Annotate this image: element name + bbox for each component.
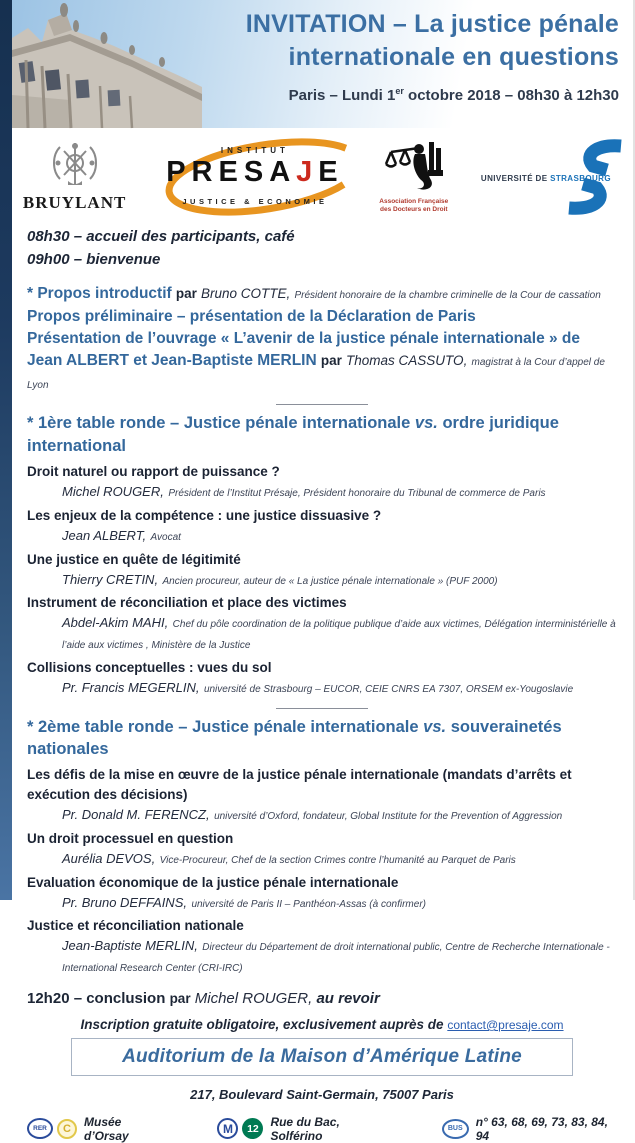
closing-par: par <box>169 990 191 1006</box>
rer-stop-label: Musée d’Orsay <box>84 1114 129 1143</box>
date-prefix: Paris – Lundi 1 <box>288 87 396 104</box>
line-c-badge-icon: C <box>57 1119 77 1139</box>
presaje-tagline: JUSTICE & ECONOMIE <box>182 197 328 206</box>
opening-times <box>27 226 617 271</box>
intro-item1 <box>27 282 617 306</box>
intro-item1-name: Bruno COTTE, <box>201 286 291 301</box>
session-topic: Evaluation économique de la justice pénale internationale <box>27 874 399 890</box>
speaker-name: Pr. Francis MEGERLIN, <box>62 679 200 695</box>
speaker-role: Vice-Procureur, Chef de la section Crimes contre l’humanité au Parquet de Paris <box>159 854 516 866</box>
session-item <box>27 829 617 870</box>
session-topic: Droit naturel ou rapport de puissance ? <box>27 464 280 479</box>
session-item <box>27 550 617 591</box>
opening-line-0830: 08h30 – accueil des participants, café <box>27 228 295 245</box>
session-topic: Justice et réconciliation nationale <box>27 918 244 934</box>
session-topic: Collisions conceptuelles : vues du sol <box>27 659 272 675</box>
round1-title-vs: vs. <box>414 414 438 433</box>
afdd-caption-line1: Association Française <box>379 197 449 205</box>
session-item <box>27 593 617 655</box>
session-item <box>27 873 617 914</box>
speaker-name: Jean-Baptiste MERLIN, <box>62 938 198 954</box>
round2-title <box>27 716 617 761</box>
session-speaker <box>62 805 617 826</box>
registration-line <box>27 1017 617 1032</box>
strasbourg-label-dark: UNIVERSITÉ DE <box>480 174 551 183</box>
line-12-badge-icon: 12 <box>242 1118 263 1139</box>
speaker-role: Avocat <box>150 531 181 543</box>
round2-title-post: souverainetés nationales <box>27 717 562 758</box>
session-speaker <box>62 893 617 914</box>
afdd-caption <box>373 198 455 214</box>
presaje-letter-e: E <box>318 156 344 188</box>
registration-email-link[interactable]: contact@presaje.com <box>447 1017 564 1032</box>
venue-address: 217, Boulevard Saint-Germain, 75007 Paris <box>190 1086 454 1102</box>
intro-item3-main: Présentation de l’ouvrage « L’avenir de la justice pénale internationale » de Jean ALBERT et Jean-Baptiste MERLIN <box>27 329 581 370</box>
date-suffix: octobre 2018 – 08h30 à 12h30 <box>403 87 619 104</box>
speaker-name: Pr. Donald M. FERENCZ, <box>62 807 210 823</box>
metro-stop-label: Rue du Bac, Solférino <box>270 1114 340 1143</box>
transit-metro <box>217 1115 387 1143</box>
event-dateline <box>246 86 619 104</box>
transit-row <box>27 1115 617 1143</box>
rer-badge-icon: RER <box>27 1118 53 1139</box>
session-speaker <box>62 678 617 699</box>
closing-time: 12h20 – conclusion <box>27 989 166 1007</box>
afdd-logo <box>373 140 455 214</box>
page-title <box>246 8 619 74</box>
session-speaker <box>62 849 617 870</box>
round1-items <box>27 462 617 699</box>
session-item <box>27 658 617 699</box>
round2-title-pre: * 2ème table ronde – Justice pénale internationale <box>27 717 419 736</box>
presaje-letters: PRESA <box>166 156 297 188</box>
session-item <box>27 506 617 547</box>
venue-box <box>71 1038 573 1076</box>
session-speaker <box>62 526 617 547</box>
presaje-red-j: J <box>296 156 319 188</box>
speaker-role: université de Paris II – Panthéon-Assas (à confirmer) <box>191 898 426 910</box>
session-speaker <box>62 570 617 591</box>
strasbourg-label <box>481 174 611 183</box>
session-topic: Un droit processuel en question <box>27 830 234 846</box>
presaje-institut-label: INSTITUT <box>220 146 289 155</box>
speaker-role: Directeur du Département de droit international public, Centre de Recherche Internationale - International Research Center (CRI-IRC) <box>62 942 610 975</box>
session-item <box>27 462 617 503</box>
registration-text: Inscription gratuite obligatoire, exclusivement auprès de <box>80 1016 444 1032</box>
partner-logos-row <box>12 134 633 220</box>
speaker-role: Président de l’Institut Présaje, Président honoraire du Tribunal de commerce de Paris <box>168 487 546 499</box>
justice-scales-icon <box>385 140 443 192</box>
speaker-name: Abdel-Akim MAHI, <box>62 615 169 631</box>
closing-aurevoir: au revoir <box>316 989 380 1007</box>
intro-item1-par: par <box>175 286 197 301</box>
intro-item1-label: * Propos introductif <box>27 285 172 302</box>
date-superscript: er <box>395 86 404 96</box>
intro-item3 <box>27 328 617 396</box>
speaker-role: Ancien procureur, auteur de « La justice pénale internationale » (PUF 2000) <box>162 575 498 587</box>
session-topic: Les enjeux de la compétence : une justice dissuasive ? <box>27 507 382 523</box>
speaker-name: Thierry CRETIN, <box>62 571 159 587</box>
speaker-name: Michel ROUGER, <box>62 483 164 499</box>
session-speaker <box>62 482 617 503</box>
bruylant-name: BRUYLANT <box>22 193 127 212</box>
opening-line-0900: 09h00 – bienvenue <box>27 250 161 268</box>
session-speaker <box>62 936 617 978</box>
round1-title-post: ordre juridique international <box>27 414 559 455</box>
left-accent-bar <box>0 0 12 900</box>
strasbourg-logo <box>481 138 633 216</box>
afdd-caption-line2: des Docteurs en Droit <box>380 206 448 213</box>
round2-items <box>27 765 617 978</box>
speaker-role: Chef du pôle coordination de la politique publique d’aide aux victimes, Délégation interministérielle à l’aide aux victimes , Ministère de la Justice <box>62 619 616 652</box>
speaker-name: Pr. Bruno DEFFAINS, <box>62 894 187 910</box>
session-item <box>27 765 617 826</box>
header <box>12 0 633 128</box>
speaker-role: université de Strasbourg – EUCOR, CEIE CNRS EA 7307, ORSEM ex-Yougoslavie <box>203 683 574 695</box>
intro-item3-name: Thomas CASSUTO, <box>346 353 468 369</box>
strasbourg-label-blue: STRASBOURG <box>550 174 611 183</box>
presaje-logo <box>163 139 346 215</box>
session-item <box>27 916 617 978</box>
venue-name: Auditorium de la Maison d’Amérique Latine <box>122 1045 522 1067</box>
title-line2: internationale en questions <box>288 43 619 71</box>
speaker-role: université d’Oxford, fondateur, Global Institute for the Prevention of Aggression <box>214 811 563 823</box>
speaker-name: Aurélia DEVOS, <box>62 850 156 866</box>
bus-badge-icon: BUS <box>442 1119 469 1139</box>
section-divider <box>276 708 368 709</box>
round1-title <box>27 412 617 457</box>
speaker-name: Jean ALBERT, <box>62 527 147 543</box>
round2-title-vs: vs. <box>423 717 447 736</box>
bruylant-logo <box>12 141 137 213</box>
presaje-wordmark <box>163 156 346 189</box>
bruylant-emblem-icon <box>48 141 102 187</box>
intro-section <box>27 282 617 395</box>
title-block <box>246 8 619 104</box>
session-topic: Les défis de la mise en œuvre de la justice pénale internationale (mandats d’arrêts et exécution des décisions) <box>27 767 572 803</box>
section-divider <box>276 404 368 405</box>
bus-lines-label: n° 63, 68, 69, 73, 83, 84, 94 <box>475 1114 608 1143</box>
title-line1: INVITATION – La justice pénale <box>245 10 619 38</box>
session-topic: Instrument de réconciliation et place des victimes <box>27 595 347 611</box>
transit-rer <box>27 1115 163 1143</box>
program-body <box>12 226 633 1143</box>
session-topic: Une justice en quête de légitimité <box>27 551 241 567</box>
intro-item3-par: par <box>320 353 342 369</box>
intro-item2: Propos préliminaire – présentation de la Déclaration de Paris <box>27 307 476 325</box>
building-photo <box>12 0 202 128</box>
intro-item3-role: magistrat à la Cour d’appel de Lyon <box>27 357 605 391</box>
closing-name: Michel ROUGER, <box>194 989 313 1007</box>
intro-item1-role: Président honoraire de la chambre criminelle de la Cour de cassation <box>294 290 601 301</box>
round1-title-pre: * 1ère table ronde – Justice pénale internationale <box>27 414 411 433</box>
session-speaker <box>62 613 617 655</box>
metro-badge-icon: M <box>217 1118 238 1139</box>
closing-line <box>27 988 617 1009</box>
transit-bus <box>442 1115 617 1143</box>
